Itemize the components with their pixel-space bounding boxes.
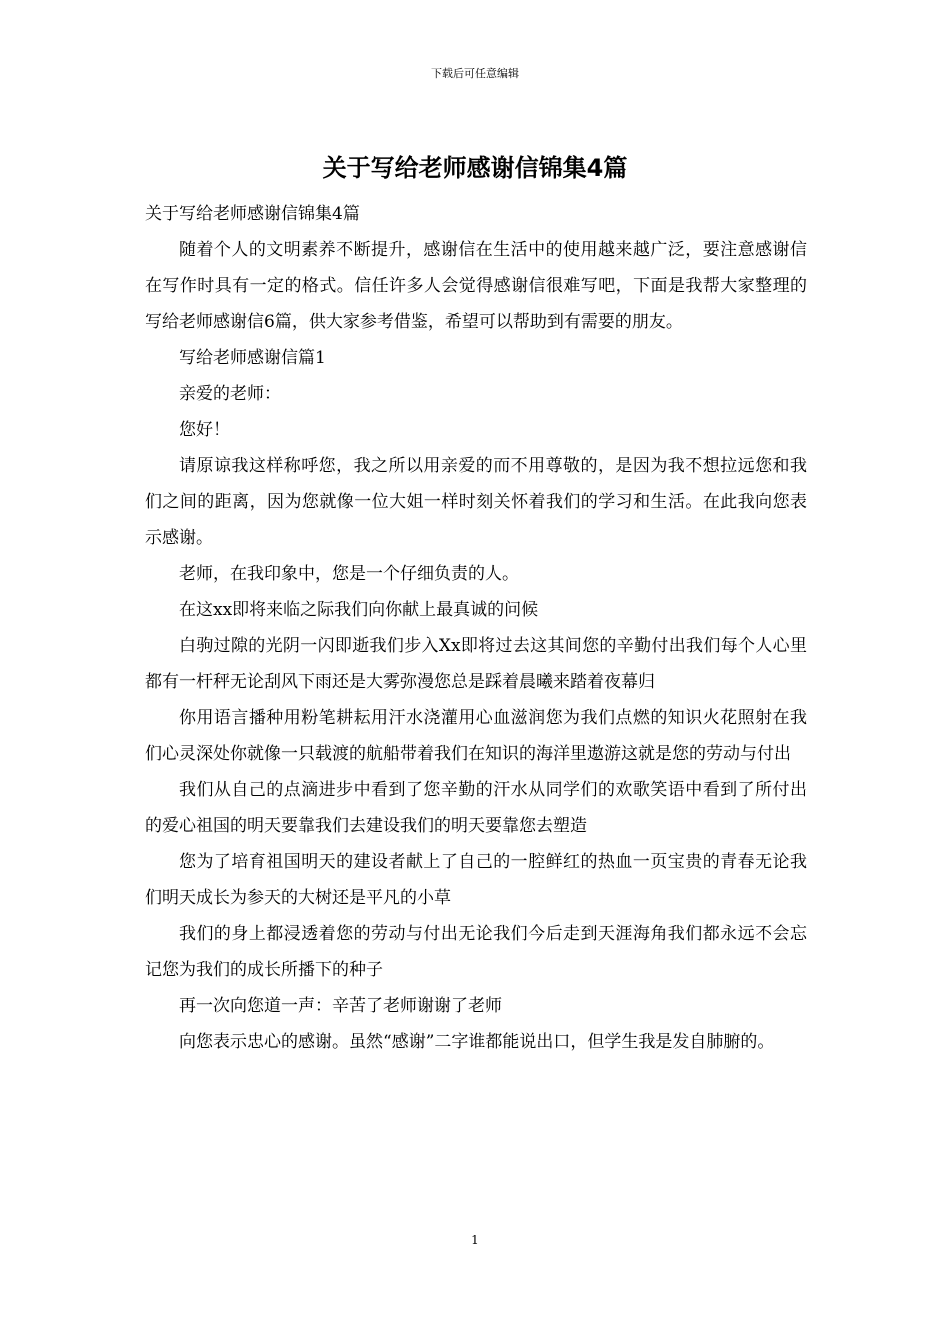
body-paragraph: 请原谅我这样称呼您，我之所以用亲爱的而不用尊敬的，是因为我不想拉远您和我们之间的距离，因为您就像一位大姐一样时刻关怀着我们的学习和生活。在此我向您表示感谢。 — [145, 456, 807, 548]
body-paragraph: 白驹过隙的光阴一闪即逝我们步入Xx即将过去这其间您的辛勤付出我们每个人心里都有一杆秤无论刮风下雨还是大雾弥漫您总是踩着晨曦来踏着夜幕归 — [145, 636, 807, 692]
page-header: 下载后可任意编辑 — [431, 67, 519, 80]
salutation: 亲爱的老师： — [179, 384, 281, 404]
body-paragraph: 我们的身上都浸透着您的劳动与付出无论我们今后走到天涯海角我们都永远不会忘记您为我们的成长所播下的种子 — [145, 924, 807, 980]
body-paragraph: 您为了培育祖国明天的建设者献上了自己的一腔鲜红的热血一页宝贵的青春无论我们明天成长为参天的大树还是平凡的小草 — [145, 852, 807, 908]
subtitle-paragraph: 关于写给老师感谢信锦集4篇 — [145, 204, 360, 224]
document-body — [145, 196, 807, 1060]
body-paragraph: 你用语言播种用粉笔耕耘用汗水浇灌用心血滋润您为我们点燃的知识火花照射在我们心灵深处你就像一只载渡的航船带着我们在知识的海洋里遨游这就是您的劳动与付出 — [145, 708, 807, 764]
body-paragraph: 向您表示忠心的感谢。虽然“感谢”二字谁都能说出口，但学生我是发自肺腑的。 — [179, 1032, 775, 1052]
body-paragraph: 我们从自己的点滴进步中看到了您辛勤的汗水从同学们的欢歌笑语中看到了所付出的爱心祖国的明天要靠我们去建设我们的明天要靠您去塑造 — [145, 780, 807, 836]
greeting: 您好！ — [179, 420, 230, 440]
section-heading: 写给老师感谢信篇1 — [179, 348, 326, 368]
intro-paragraph: 随着个人的文明素养不断提升，感谢信在生活中的使用越来越广泛，要注意感谢信在写作时具有一定的格式。信任许多人会觉得感谢信很难写吧，下面是我帮大家整理的写给老师感谢信6篇，供大家参考借鉴，希望可以帮助到有需要的朋友。 — [145, 240, 807, 332]
body-paragraph: 老师，在我印象中，您是一个仔细负责的人。 — [179, 564, 519, 584]
document-title: 关于写给老师感谢信锦集4篇 — [322, 154, 628, 182]
body-paragraph: 再一次向您道一声：辛苦了老师谢谢了老师 — [179, 996, 502, 1016]
body-paragraph: 在这xx即将来临之际我们向你献上最真诚的问候 — [179, 600, 539, 620]
page-number: 1 — [471, 1233, 479, 1247]
